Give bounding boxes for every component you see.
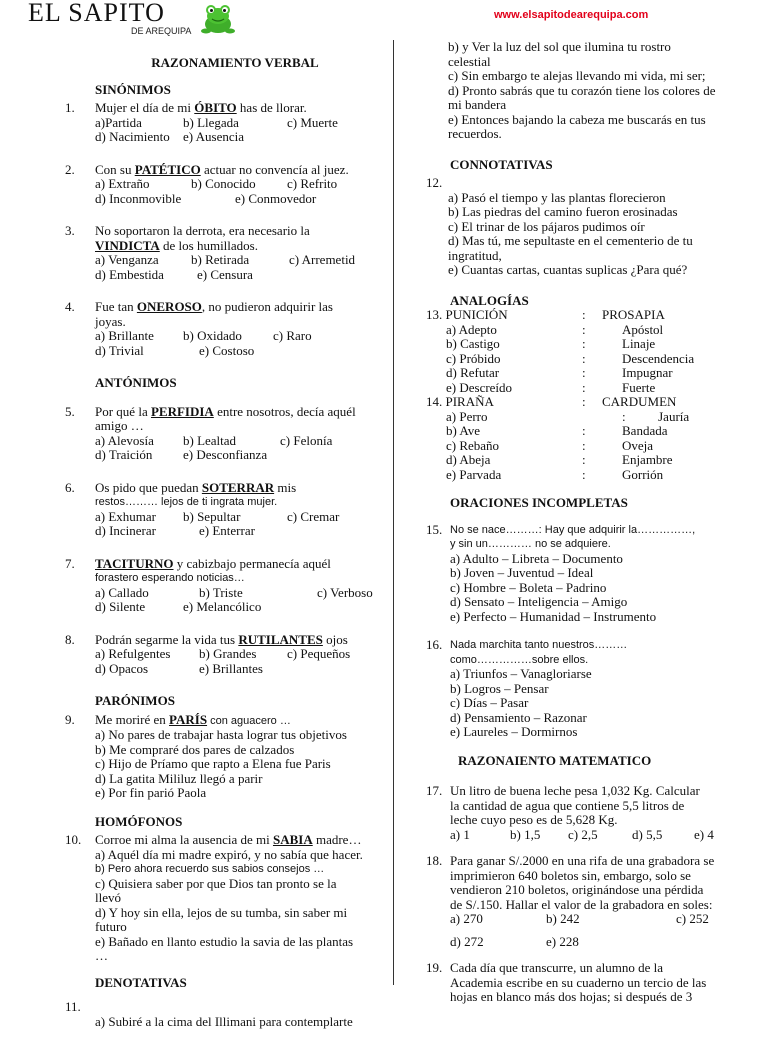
left-column: [65, 52, 385, 1047]
question-8: 8. Podrán segarme la vida tus RUTILANTES ojos a) Refulgentes b) Grandes c) Pequeños d) Opacos e) Brillantes: [65, 631, 351, 676]
question-15: 15. No se nace………: Hay que adquirir la……………, y sin un………… no se adquiere. a) Adulto – Libreta – Documento b) Joven – Juventud – Ideal c) Hombre – Boleta – Padrino d) Sensato – Inteligencia – Amigo e) Perfecto – Humanidad – Instrumento: [426, 521, 696, 624]
key-word: PERFIDIA: [150, 403, 214, 419]
question-10: 10. Corroe mi alma la ausencia de mi SABIA madre… a) Aquél día mi madre expiró, y no sabía que hacer. b) Pero ahora recuerdo sus sabios consejos … c) Quisiera saber por que Dios tan pronto se la llevó d) Y hoy sin ella, lejos de su tumba, sin saber mi futuro e) Bañado en llanto estudio la savia de las plantas …: [65, 832, 363, 963]
analogy-option: d) Abeja : Enjambre: [446, 452, 673, 467]
section-heading: RAZONAIENTO MATEMATICO: [458, 752, 652, 768]
brand-subtitle: DE AREQUIPA: [131, 26, 192, 36]
analogy-option: a) Perro : Jauría: [446, 408, 690, 424]
analogy-option: b) Ave : Bandada: [446, 423, 668, 438]
question-4: 4. Fue tan ONEROSO, no pudieron adquirir las joyas. a) Brillante b) Oxidado c) Raro d) Trivial e) Costoso: [65, 299, 333, 358]
question-1: 1. Mujer el día de mi ÓBITO has de llorar. a)Partida b) Llegada c) Muerte d) Nacimiento e) Ausencia: [65, 100, 338, 144]
page-title: RAZONAMIENTO VERBAL: [151, 55, 319, 70]
section-heading: SINÓNIMOS: [95, 81, 171, 97]
brand-name: EL SAPITO: [28, 0, 165, 27]
key-word: RUTILANTES: [238, 631, 323, 647]
key-word: ÓBITO: [194, 100, 237, 115]
question-5: 5. Por qué la PERFIDIA entre nosotros, decía aquél amigo … a) Alevosía b) Lealtad c) Felonía d) Traición e) Desconfianza: [65, 403, 356, 462]
key-word: TACITURNO: [95, 555, 174, 571]
section-heading: CONNOTATIVAS: [450, 156, 553, 172]
question-11-continued: b) y Ver la luz del sol que ilumina tu rostro celestial c) Sin embargo te alejas llevando mi vida, mi ser; d) Pronto sabrás que tu corazón tiene los colores de mi bandera e) Entonces bajando la cabeza me buscarás en tus recuerdos.: [448, 39, 716, 141]
right-column: [428, 40, 748, 1023]
question-3: 3. No soportaron la derrota, era necesario la VINDICTA de los humillados. a) Venganza b) Retirada c) Arremetid d) Embestida e) Censura: [65, 223, 356, 282]
page-header: [0, 0, 768, 40]
analogy-option: c) Rebaño : Oveja: [446, 437, 654, 453]
section-heading: HOMÓFONOS: [95, 813, 183, 829]
question-14: 14. PIRAÑA : CARDUMEN a) Perro : Jauría b) Ave : Bandada c) Rebaño : Oveja d) Abeja : Enjambre e) Parvada : Gorrión: [426, 395, 748, 482]
question-19: 19. Cada día que transcurre, un alumno de la Academia escribe en su cuaderno un tercio de las hojas en blanco más dos hojas; si después de 3: [426, 960, 707, 1004]
question-9: 9. Me moriré en PARÍS con aguacero … a) No pares de trabajar hasta lograr tus objetivos b) Me compraré dos pares de calzados c) Hijo de Príamo que rapto a Elena fue Paris d) La gatita Mililuz llegó a parir e) Por fin parió Paola: [65, 711, 347, 800]
key-word: SABIA: [272, 832, 313, 847]
section-heading: ANTÓNIMOS: [95, 375, 177, 390]
analogy-option: e) Descreído : Fuerte: [446, 379, 656, 395]
question-7: 7. TACITURNO y cabizbajo permanecía aquél forastero esperando noticias… a) Callado b) Triste c) Verboso d) Silente e) Melancólico: [65, 555, 373, 614]
key-word: PATÉTICO: [134, 161, 201, 177]
question-13: 13. PUNICIÓN : PROSAPIA a) Adepto : Apóstol b) Castigo : Linaje c) Próbido : Descendencia d) Refutar : Impugnar e) Descreído : Fuerte: [426, 308, 748, 395]
key-word: VINDICTA: [95, 237, 160, 253]
key-word: PARÍS: [169, 711, 208, 727]
question-18: 18. Para ganar S/.2000 en una rifa de una grabadora se imprimieron 640 boletos sin, embargo, solo se vendieron 210 boletos, originándose una pérdida de S/.150. Hallar el valor de la grabadora en soles: a) 270 b) 242 c) 252 d) 272 e) 228: [426, 853, 715, 949]
key-word: SOTERRAR: [201, 479, 275, 495]
section-heading: ANALOGÍAS: [450, 292, 529, 308]
site-url[interactable]: www.elsapitodearequipa.com: [494, 9, 649, 21]
frog-icon: [200, 2, 236, 36]
section-heading: DENOTATIVAS: [95, 974, 187, 990]
question-2: 2. Con su PATÉTICO actuar no convencía al juez. a) Extraño b) Conocido c) Refrito d) Inconmovible e) Conmovedor: [65, 161, 349, 206]
question-17: 17. Un litro de buena leche pesa 1,032 Kg. Calcular la cantidad de agua que contiene 5,5 litros de leche cuyo peso es de 5,628 Kg. a) 1 b) 1,5 c) 2,5 d) 5,5 e) 4: [426, 783, 714, 842]
analogy-option: d) Refutar : Impugnar: [446, 365, 673, 380]
section-heading: ORACIONES INCOMPLETAS: [450, 495, 628, 510]
column-divider: [393, 40, 394, 985]
question-11: 11. a) Subiré a la cima del Illimani para contemplarte: [65, 999, 353, 1029]
key-word: ONEROSO: [136, 299, 202, 314]
analogy-option: b) Castigo : Linaje: [446, 336, 656, 351]
question-6: 6. Os pido que puedan SOTERRAR mis restos……… lejos de ti ingrata mujer. a) Exhumar b) Sepultar c) Cremar d) Incinerar e) Enterrar: [65, 479, 340, 538]
analogy-option: e) Parvada : Gorrión: [446, 466, 664, 482]
section-heading: PARÓNIMOS: [95, 693, 175, 708]
question-16: 16. Nada marchita tanto nuestros……… como……………sobre ellos. a) Triunfos – Vanagloriarse b) Logros – Pensar c) Días – Pasar d) Pensamiento – Razonar e) Laureles – Dormirnos: [426, 637, 628, 739]
analogy-option: c) Próbido : Descendencia: [446, 350, 695, 366]
analogy-option: a) Adepto : Apóstol: [446, 321, 664, 337]
question-12: 12. a) Pasó el tiempo y las plantas florecieron b) Las piedras del camino fueron erosinadas c) El trinar de los pájaros pudimos oír d) Mas tú, me sepultaste en el cementerio de tu ingratitud, e) Cuantas cartas, cuantas suplicas ¿Para qué?: [426, 175, 693, 277]
